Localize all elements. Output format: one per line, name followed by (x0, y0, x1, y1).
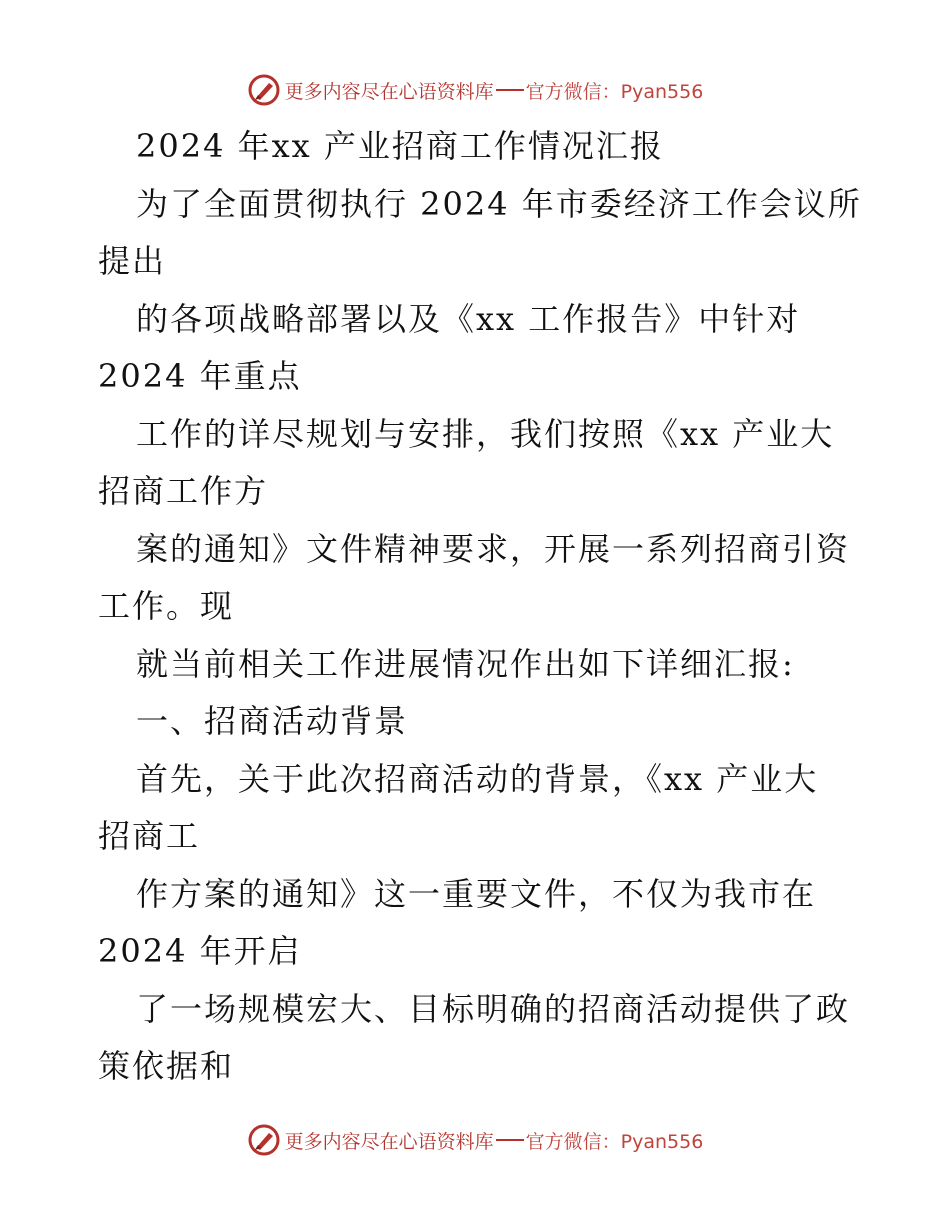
text-line: 的各项战略部署以及《xx 工作报告》中针对 (136, 299, 801, 338)
text-line: 策依据和 (98, 1047, 235, 1085)
banner-main-text: 更多内容尽在心语资料库 (284, 80, 494, 103)
text-line: 首先，关于此次招商活动的背景，《xx 产业大 (136, 759, 819, 798)
banner-sub-text: 官方微信：Pyan556 (525, 80, 704, 103)
text-line: 2024 年开启 (98, 932, 302, 970)
text-line: 案的通知》文件精神要求，开展一系列招商引资 (136, 529, 851, 568)
text-line: 招商工作方 (98, 472, 269, 510)
text-line: 作方案的通知》这一重要文件，不仅为我市在 (136, 874, 817, 913)
banner-dash (496, 89, 524, 91)
text-line: 就当前相关工作进展情况作出如下详细汇报: (136, 644, 795, 683)
text-line: 工作。现 (98, 587, 235, 625)
footer-watermark-banner (0, 1120, 950, 1160)
text-line: 为了全面贯彻执行 2024 年市委经济工作会议所 (136, 184, 862, 223)
text-line: 工作的详尽规划与安排，我们按照《xx 产业大 (136, 414, 835, 453)
text-line: 提出 (98, 242, 167, 280)
section-heading: 一、招商活动背景 (136, 702, 409, 740)
header-watermark-banner (0, 70, 950, 110)
document-title: 2024 年xx 产业招商工作情况汇报 (136, 127, 664, 165)
pen-logo-icon (247, 1123, 281, 1157)
text-line: 了一场规模宏大、目标明确的招商活动提供了政 (136, 989, 851, 1028)
banner-dash (496, 1139, 524, 1141)
banner-sub-text: 官方微信：Pyan556 (525, 1130, 704, 1153)
pen-logo-icon (247, 73, 281, 107)
text-line: 招商工 (98, 817, 201, 855)
banner-main-text: 更多内容尽在心语资料库 (284, 1130, 494, 1153)
document-body (98, 118, 862, 1096)
text-line: 2024 年重点 (98, 357, 302, 395)
